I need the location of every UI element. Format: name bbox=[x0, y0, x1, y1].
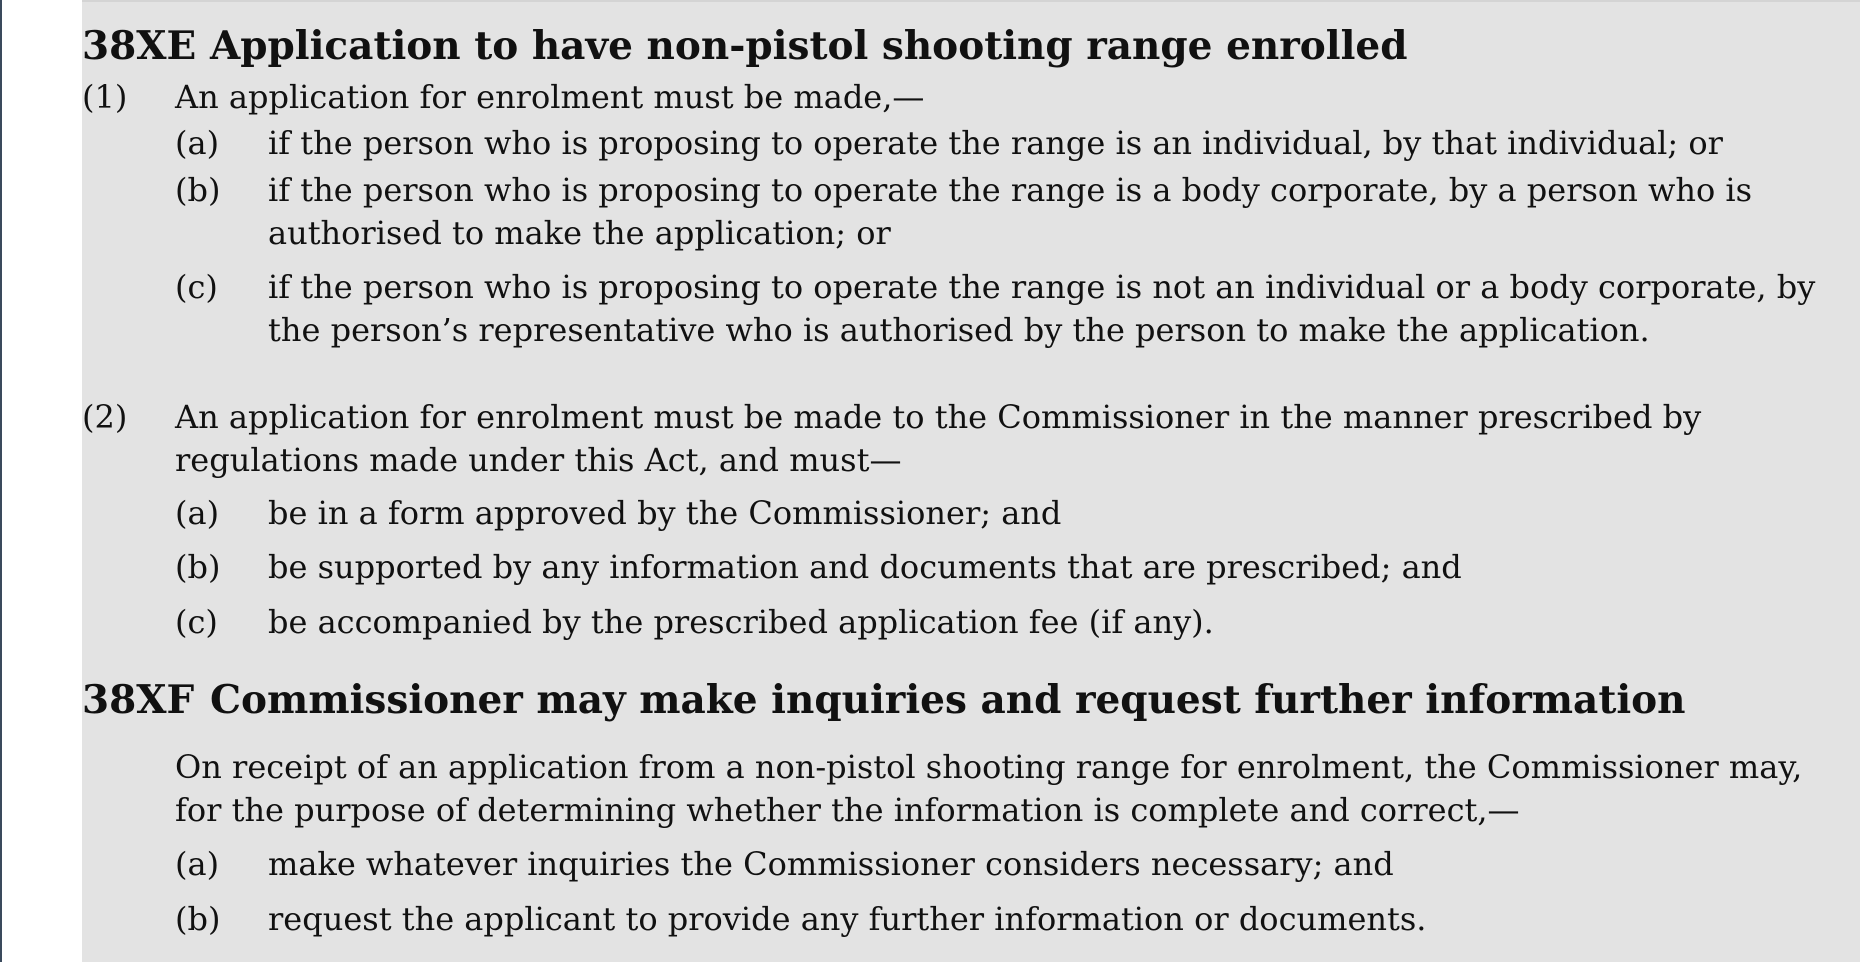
section-number: 38XF bbox=[82, 677, 195, 723]
paragraph-text-line: be in a form approved by the Commissioner; and bbox=[268, 494, 1062, 532]
section-heading-38xe bbox=[82, 23, 1408, 69]
paragraph-label: (b) bbox=[175, 171, 221, 209]
section-number: 38XE bbox=[82, 23, 197, 69]
section-title: Commissioner may make inquiries and request further information bbox=[210, 677, 1686, 723]
paragraph-text-line: if the person who is proposing to operate the range is an individual, by that individual; or bbox=[268, 124, 1723, 162]
section-title: Application to have non-pistol shooting range enrolled bbox=[210, 23, 1408, 69]
paragraph-text-line: request the applicant to provide any further information or documents. bbox=[268, 900, 1427, 938]
paragraph-label: (b) bbox=[175, 900, 221, 938]
paragraph-text-line: make whatever inquiries the Commissioner considers necessary; and bbox=[268, 845, 1394, 883]
body-text-line: for the purpose of determining whether the information is complete and correct,— bbox=[175, 791, 1520, 829]
paragraph-text-line: if the person who is proposing to operate the range is not an individual or a body corporate, by bbox=[268, 268, 1816, 306]
subsection-label: (1) bbox=[82, 78, 128, 116]
section-heading-38xf bbox=[82, 677, 1686, 723]
paragraph-label: (a) bbox=[175, 845, 220, 883]
paragraph-label: (a) bbox=[175, 124, 220, 162]
subsection-text-line: An application for enrolment must be made to the Commissioner in the manner prescribed by bbox=[175, 398, 1702, 436]
paragraph-text-line: the person’s representative who is authorised by the person to make the application. bbox=[268, 311, 1650, 349]
paragraph-label: (b) bbox=[175, 548, 221, 586]
subsection-text-line: regulations made under this Act, and must— bbox=[175, 441, 902, 479]
paragraph-label: (c) bbox=[175, 268, 218, 306]
subsection-label: (2) bbox=[82, 398, 128, 436]
paragraph-label: (a) bbox=[175, 494, 220, 532]
paragraph-label: (c) bbox=[175, 603, 218, 641]
subsection-text-line: An application for enrolment must be made,— bbox=[175, 78, 925, 116]
paragraph-text-line: be accompanied by the prescribed application fee (if any). bbox=[268, 603, 1214, 641]
paragraph-text-line: if the person who is proposing to operate the range is a body corporate, by a person who is bbox=[268, 171, 1753, 209]
paragraph-text-line: be supported by any information and documents that are prescribed; and bbox=[268, 548, 1462, 586]
legislation-document bbox=[82, 2, 1860, 962]
body-text-line: On receipt of an application from a non-pistol shooting range for enrolment, the Commissioner may, bbox=[175, 748, 1803, 786]
paragraph-text-line: authorised to make the application; or bbox=[268, 214, 891, 252]
window-left-border bbox=[0, 0, 2, 962]
